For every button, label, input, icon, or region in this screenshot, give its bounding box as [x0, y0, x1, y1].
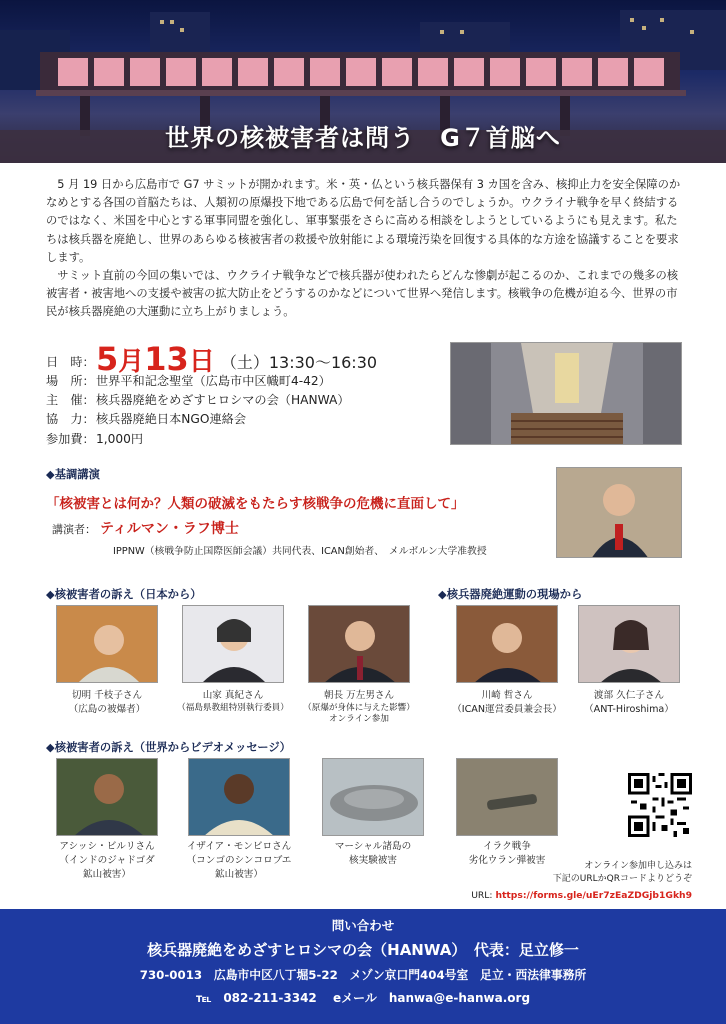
address: 730-0013 広島市中区八丁堀5-22 メゾン京口門404号室 足立・西法律事務所: [139, 968, 587, 982]
email-label: eメール: [332, 991, 377, 1005]
venue: 世界平和記念聖堂（広島市中区幟町4-42）: [96, 374, 331, 388]
keynote-speaker: [52, 518, 239, 538]
host: 核兵器廃絶をめざすヒロシマの会（HANWA）: [96, 393, 350, 408]
tel-number[interactable]: 082-211-3342: [223, 991, 317, 1005]
host-row: 主 催： 核兵器廃絶をめざすヒロシマの会（HANWA）: [46, 391, 436, 410]
speaker-photo: [556, 467, 682, 558]
tel-label: ℡: [195, 991, 212, 1005]
caption-mombilo: イザイア・モンビロさん （コンゴのシンコロブエ 鉱山被害）: [186, 841, 292, 880]
speaker-label: 講演者：: [52, 523, 96, 536]
email-address[interactable]: hanwa@e-hanwa.org: [388, 991, 531, 1005]
portrait-birli: [56, 758, 158, 836]
cooperation: 核兵器廃絶日本NGO連絡会: [96, 412, 247, 427]
portrait-mombilo: [188, 758, 290, 836]
page-title: 世界の核被害者は問う G７首脳へ: [165, 124, 561, 152]
qr-code[interactable]: [628, 773, 692, 837]
portrait-tomonaga: [308, 605, 410, 683]
fee: 1,000円: [96, 431, 144, 446]
portrait-watanabe: [578, 605, 680, 683]
speaker-name: ティルマン・ラフ博士: [100, 521, 239, 537]
caption-birli: アシッシ・ビルリさん （インドのジャドゴダ 鉱山被害）: [59, 841, 155, 880]
event-date: 5月13日: [96, 339, 215, 378]
world-victims-heading: ◆核被害者の訴え（世界からビデオメッセージ）: [46, 741, 291, 754]
registration-url: URL: https://forms.gle/uEr7zEaZDGjb1Gkh9: [471, 890, 692, 901]
event-details: [46, 339, 436, 449]
keynote-heading: ◆基調講演: [46, 468, 100, 481]
event-time: （土）13:30～16:30: [220, 352, 378, 372]
marshall-islands-photo: [322, 758, 424, 836]
caption-yamaka: 山家 真紀さん （福島県教組特別執行委員）: [177, 690, 289, 713]
caption-kawasaki: 川崎 哲さん （ICAN運営委員兼会長）: [452, 690, 562, 715]
intro-text: [46, 176, 686, 322]
fee-row: 参加費： 1,000円: [46, 430, 436, 449]
contact-heading: 問い合わせ: [331, 918, 395, 933]
date-label: 日 時：: [46, 354, 95, 369]
contact-footer: [0, 909, 726, 1024]
registration-link[interactable]: https://forms.gle/uEr7zEaZDGjb1Gkh9: [495, 890, 692, 901]
intro-paragraph-2: サミット直前の今回の集いでは、ウクライナ戦争などで核兵器が使われたらどんな惨劇が起こるのか、これまでの幾多の核被害者・被害地への支援や被害の拡大防止をどうするのかなどについて世界へ発信します。核戦争の危機が迫る今、世界の市民が核兵器廃絶の大運動に立ち上がりましょう。: [46, 269, 679, 319]
online-instructions: オンライン参加申し込みは 下記のURLかQRコードよりどうぞ: [552, 861, 692, 884]
caption-iraq: イラク戦争 劣化ウラン弾被害: [468, 841, 546, 866]
contact-line: [0, 989, 726, 1006]
keynote-title: 「核被害とは何か？人類の破滅をもたらす核戦争の危機に直面して」: [46, 496, 465, 512]
caption-kirake: 切明 千枝子さん （広島の被爆者）: [68, 690, 146, 715]
caption-watanabe: 渡部 久仁子さん （ANT-Hiroshima）: [584, 690, 674, 715]
japan-victims-heading: ◆核被害者の訴え（日本から）: [46, 588, 202, 601]
coop-row: 協 力： 核兵器廃絶日本NGO連絡会: [46, 410, 436, 429]
hero-banner: [0, 0, 726, 163]
portrait-yamaka: [182, 605, 284, 683]
depleted-uranium-photo: [456, 758, 558, 836]
caption-marshall: マーシャル諸島の 核実験被害: [334, 841, 412, 866]
intro-paragraph-1: 5 月 19 日から広島市で G7 サミットが開かれます。米・英・仏という核兵器保有 3 カ国を含み、核抑止力を安全保障のかなめとする各国の首脳たちは、人類初の原爆投下地である広島で何を話し合うのでしょうか。ウクライナ戦争を早く終結するのではなく、米国を中心とする軍事同盟を強化し、軍事緊張をさらに高める相談をしようとしているようにも見えます。私たちは核兵器を廃絶し、世界のあらゆる核被害者の救援や放射能による環境汚染を回復する具体的な方途を協議することを要求します。: [46, 178, 681, 264]
organization: 核兵器廃絶をめざすヒロシマの会（HANWA） 代表：足立修一: [147, 941, 579, 959]
portrait-kawasaki: [456, 605, 558, 683]
date-row: [46, 339, 436, 378]
caption-tomonaga: 朝長 万左男さん （原爆が身体に与えた影響） オンライン参加: [303, 690, 415, 724]
venue-row: 場 所： 世界平和記念聖堂（広島市中区幟町4-42）: [46, 372, 436, 391]
movement-heading: ◆核兵器廃絶運動の現場から: [438, 588, 583, 601]
portrait-kirake: [56, 605, 158, 683]
cathedral-photo: [450, 342, 682, 445]
speaker-affiliation: IPPNW（核戦争防止国際医師会議）共同代表、ICAN創始者、 メルボルン大学准教授: [113, 546, 487, 557]
